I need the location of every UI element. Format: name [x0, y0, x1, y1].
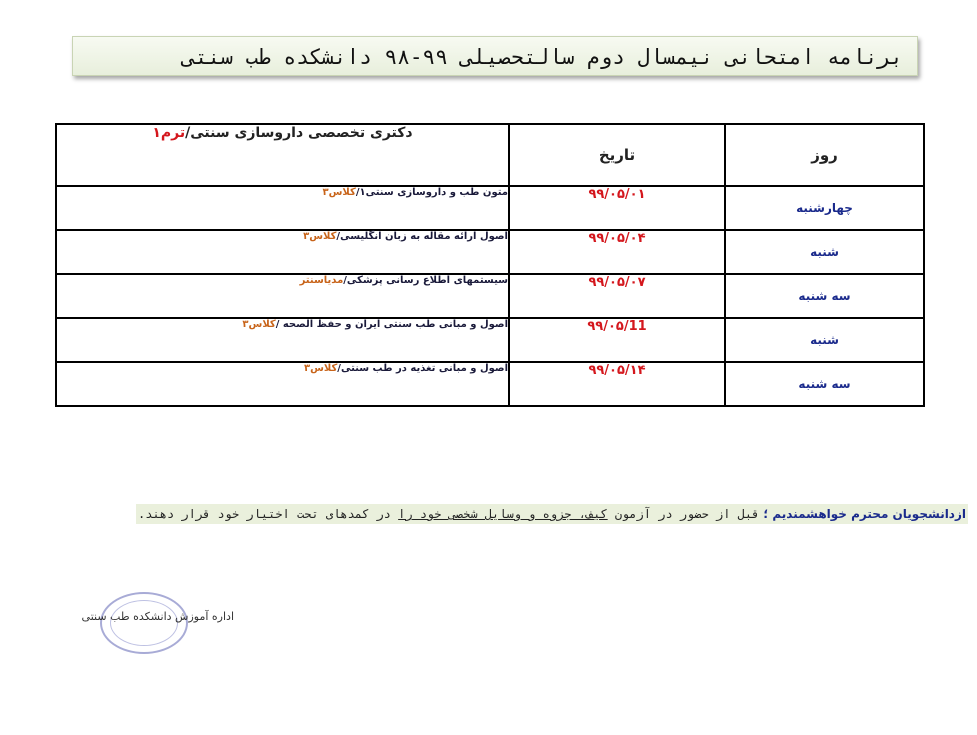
row-day: سه شنبه — [725, 274, 924, 318]
course-name: اصول و مبانی طب سنتی ایران و حفظ الصحه / — [275, 319, 508, 330]
row-day: سه شنبه — [725, 362, 924, 406]
course-name: اصول ارائه مقاله به زبان انگلیسی/ — [336, 231, 508, 242]
exam-schedule-table — [55, 123, 925, 407]
table-row — [56, 362, 924, 406]
stamp-text: اداره آموزش دانشکده طب سنتی — [81, 610, 234, 623]
table-header-row — [56, 124, 924, 186]
course-name: اصول و مبانی تغذیه در طب سنتی/ — [337, 363, 508, 374]
row-course — [56, 274, 509, 318]
row-day: شنبه — [725, 230, 924, 274]
seal-icon — [100, 592, 188, 654]
header-course-label: دکتری تخصصی داروسازی سنتی/ — [185, 125, 413, 141]
student-notice — [6, 503, 968, 529]
row-course — [56, 186, 509, 230]
row-course — [56, 362, 509, 406]
header-day: روز — [725, 124, 924, 186]
row-date: ۹۹/۰۵/۱۴ — [509, 362, 725, 406]
row-course — [56, 318, 509, 362]
notice-underlined: کیف، جزوه و وسایل شخصی خود را — [398, 507, 608, 521]
row-day: چهارشنبه — [725, 186, 924, 230]
table-row — [56, 186, 924, 230]
course-name: سیستمهای اطلاع رسانی پزشکی/ — [343, 275, 508, 286]
course-location: کلاس۳ — [303, 363, 338, 374]
row-date: ۹۹/۰۵/۰۴ — [509, 230, 725, 274]
row-date: ۹۹/۰۵/11 — [509, 318, 725, 362]
notice-part2: در کمدهای تحت اختیار خود قرار دهند. — [138, 507, 399, 521]
notice-part1: قبل از حضور در آزمون — [607, 507, 760, 521]
row-date: ۹۹/۰۵/۰۱ — [509, 186, 725, 230]
row-course — [56, 230, 509, 274]
office-stamp — [24, 592, 234, 652]
table-row — [56, 230, 924, 274]
row-day: شنبه — [725, 318, 924, 362]
header-term: ترم۱ — [152, 125, 186, 141]
table-row — [56, 318, 924, 362]
header-course — [56, 124, 509, 186]
course-name: متون طب و داروسازی سنتی۱/ — [355, 187, 508, 198]
course-location: کلاس۳ — [242, 319, 276, 330]
page-title-box — [72, 36, 918, 76]
table-row — [56, 274, 924, 318]
notice-text — [136, 504, 761, 524]
course-location: مدیاسنتر — [299, 275, 344, 286]
course-location: کلاس۳ — [322, 187, 356, 198]
notice-lead: ازدانشجویان محترم خواهشمندیم ؛ — [761, 504, 968, 524]
course-location: کلاس۳ — [303, 231, 337, 242]
header-date: تاریخ — [509, 124, 725, 186]
page-title: برنامه امتحانی نیمسال دوم سالتحصیلی ۹۹-۹۸ دانشکده طب سنتی — [182, 45, 903, 69]
row-date: ۹۹/۰۵/۰۷ — [509, 274, 725, 318]
